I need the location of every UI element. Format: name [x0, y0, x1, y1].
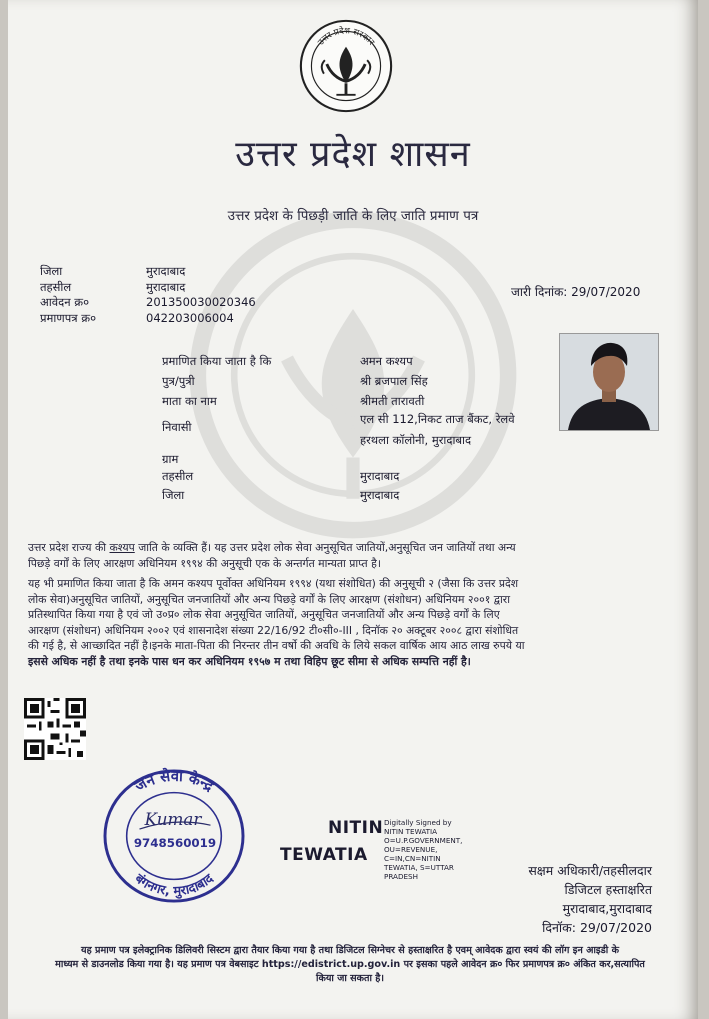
- meta-value: मुरादाबाद: [146, 264, 186, 278]
- child-of-label: पुत्र/पुत्री: [162, 374, 195, 388]
- issuing-authority: [492, 861, 652, 937]
- certificate-title: उत्तर प्रदेश के पिछड़ी जाति के लिए जाति प्रमाण पत्र: [227, 208, 479, 224]
- village-label: ग्राम: [162, 452, 179, 466]
- signature-details: [384, 818, 484, 881]
- signature-line: NITIN TEWATIA: [384, 827, 438, 836]
- meta-value: 042203006004: [146, 310, 234, 325]
- signature-line: PRADESH: [384, 872, 418, 881]
- tehsil-value: मुरादाबाद: [360, 469, 400, 483]
- up-government-emblem: [298, 18, 394, 114]
- caste-name: कश्यप: [109, 541, 135, 554]
- authority-digitally-signed: डिजिटल हस्ताक्षरित: [564, 882, 652, 897]
- para2-line: इससे अधिक नहीं है तथा इनके पास धन कर अधिनियम १९५७ म तथा विहिप छूट सीमा से अधिक सम्पत्ति नहीं है।: [28, 654, 471, 668]
- para2-line: आरक्षण (संशोधन) अधिनियम २००२ एवं शासनादेश संख्या 22/16/92 टी०सी०-III , दिनॉक २० अक्टूबर २००८ द्वारा संशोधित: [28, 623, 519, 637]
- signature-line: TEWATIA, S=UTTAR: [384, 863, 454, 872]
- person-photo-icon: [560, 334, 658, 430]
- para2-line: लोक सेवा)अनुसूचित जातियों, अनुसूचित जनजातियों और अन्य पिछड़े वर्गों के लिए आरक्षण (संशोधन) अधिनियम २००१ द्वारा: [28, 592, 511, 606]
- watermark-emblem: [188, 210, 518, 540]
- residence-label: निवासी: [162, 420, 192, 434]
- application-meta: [40, 264, 256, 326]
- meta-value: मुरादाबाद: [146, 279, 186, 294]
- footer-line: किया जा सकता है।: [315, 973, 385, 984]
- seal-top-text: जन सेवा केन्द्र: [132, 767, 217, 796]
- meta-label: तहसील: [40, 279, 72, 294]
- seal-signature: Kumar: [144, 809, 202, 830]
- applicant-photo: [559, 333, 659, 431]
- signer-last-name: TEWATIA: [280, 845, 368, 865]
- emblem-text: उत्तर प्रदेश सरकार: [316, 26, 376, 48]
- seal-phone: 9748560019: [133, 835, 217, 850]
- signature-line: OU=REVENUE,: [384, 845, 438, 854]
- footer-note: [24, 944, 676, 986]
- para2-line: की गई है, से आच्छादित नहीं है।इनके माता-पिता की निरन्तर तीन वर्षो की अवधि के लिये सकल वार्षिक आय आठ लाख रुपये या: [28, 639, 525, 653]
- address-line-1: एल सी 112,निकट ताज बैंकट, रेलवे: [360, 412, 515, 426]
- authority-location: मुरादाबाद,मुरादाबाद: [562, 901, 652, 916]
- father-name: श्री ब्रजपाल सिंह: [360, 374, 428, 388]
- para1-line-2: पिछड़े वर्गों के लिए आरक्षण अधिनियम १९९४ की अनुसूची एक के अन्तर्गत मान्यता प्राप्त है।: [28, 556, 381, 570]
- meta-label: प्रमाणपत्र क्र०: [40, 310, 97, 325]
- para2-line: यह भी प्रमाणित किया जाता है कि अमन कश्यप पूर्वोक्त अधिनियम १९९४ (यथा संशोधित) की अनुसूची २ (जैसा कि उत्तर प्रदेश: [28, 577, 519, 590]
- seal-bottom-text: बंगनगर, मुरादाबाद: [131, 871, 217, 900]
- district-value: मुरादाबाद: [360, 488, 400, 502]
- jan-seva-kendra-seal: [100, 766, 248, 906]
- meta-row-district: [40, 264, 256, 280]
- signature-line: Digitally Signed by: [384, 818, 452, 827]
- footer-line: यह प्रमाण पत्र इलेक्ट्रानिक डिलिवरी सिस्टम द्वारा तैयार किया गया है तथा डिजिटल सिग्नेचर से हस्ताक्षरित है एवम् आवेदक द्वारा स्वयं की लॉग इन आइडी के: [81, 945, 619, 956]
- government-title: उत्तर प्रदेश शासन: [235, 134, 471, 175]
- paragraph-creamy-layer: [28, 576, 668, 670]
- qr-code-icon[interactable]: [24, 698, 86, 760]
- svg-text:जन सेवा केन्द्र: [131, 767, 217, 796]
- meta-value: 201350030020346: [146, 295, 256, 309]
- authority-date: दिनॉक: 29/07/2020: [542, 920, 652, 935]
- meta-row-tehsil: [40, 280, 256, 296]
- certify-label: प्रमाणित किया जाता है कि: [162, 354, 272, 368]
- tehsil-label: तहसील: [162, 469, 194, 483]
- district-label: जिला: [162, 488, 185, 502]
- certificate-page: [8, 0, 698, 1019]
- signer-first-name: NITIN: [328, 818, 384, 838]
- signature-line: C=IN,CN=NITIN: [384, 854, 441, 863]
- address-line-2: हरथला कॉलोनी, मुरादाबाद: [360, 433, 472, 447]
- para1-text-a: उत्तर प्रदेश राज्य की: [28, 541, 110, 554]
- meta-row-application-no: [40, 295, 256, 311]
- meta-label: जिला: [40, 264, 63, 278]
- footer-line: माध्यम से डाउनलोड किया गया है। यह प्रमाण पत्र वेबसाइट https://edistrict.up.gov.in पर इसका पहले आवेदन क्र० फिर प्रमाणपत्र क्र० अंकित कर,सत्यापित: [55, 959, 645, 970]
- signature-line: O=U.P.GOVERNMENT,: [384, 836, 463, 845]
- authority-designation: सक्षम अधिकारी/तहसीलदार: [528, 863, 652, 878]
- paragraph-caste-recognition: [28, 540, 668, 571]
- issue-date: जारी दिनांक: 29/07/2020: [511, 285, 641, 299]
- mother-label: माता का नाम: [162, 394, 217, 408]
- para2-line: प्रतिस्थापित किया गया है एवं जो उ०प्र० लोक सेवा अनुसूचित जातियों, अनुसूचित जनजातियों और अन्य पिछड़े वर्गों के लिए: [28, 608, 500, 622]
- meta-label: आवेदन क्र०: [40, 295, 90, 309]
- meta-row-certificate-no: [40, 311, 256, 327]
- applicant-name: अमन कश्यप: [360, 354, 413, 368]
- mother-name: श्रीमती तारावती: [360, 394, 425, 408]
- para1-text-b: जाति के व्यक्ति हैं। यह उत्तर प्रदेश लोक सेवा अनुसूचित जातियों,अनुसूचित जन जातियों तथा अन्य: [134, 541, 516, 554]
